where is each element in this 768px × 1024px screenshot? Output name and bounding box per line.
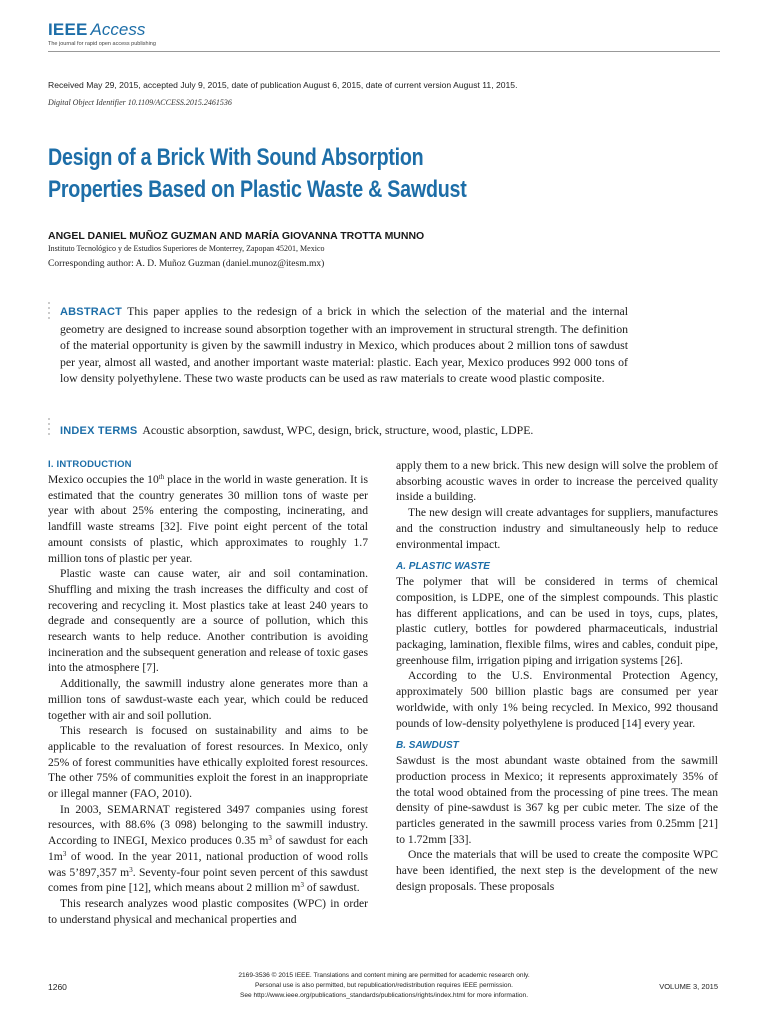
volume-label: VOLUME 3, 2015 <box>659 982 718 991</box>
paragraph: This research analyzes wood plastic composites (WPC) in order to understand physical and mechanical properties and <box>48 896 368 926</box>
section-heading-introduction: I. INTRODUCTION <box>48 459 132 470</box>
received-dates: Received May 29, 2015, accepted July 9, 2015, date of publication August 6, 2015, date of current version August 11, 2015. <box>48 80 518 90</box>
paragraph: Additionally, the sawmill industry alone generates more than a million tons of sawdust-waste each year, which could be reduced together with air and soil pollution. <box>48 677 368 722</box>
paper-title <box>48 142 688 206</box>
body-column-right <box>396 458 718 895</box>
paragraph: According to the U.S. Environmental Protection Agency, approximately 500 billion plastic bags are consumed per year worldwide, with only 1% being recycled. In Mexico, 992 thousand pounds of low-density polyethylene is produced [14] every year. <box>396 669 718 730</box>
logo-tagline: The journal for rapid open access publishing <box>48 41 156 47</box>
abstract-body: This paper applies to the redesign of a brick in which the selection of the material and the internal geometry are designed to increase sound absorption together with an improvement in structural strength. The definition of the material opportunity is given by the sawmill industry in Mexico, which produces about 2 million tons of sawdust per year, almost all wasted, and another important waste material: plastic. Each year, Mexico produces 992 000 tons of low density polyethylene. These two waste products can be used as raw materials to create wood plastic composite. <box>60 304 628 385</box>
paragraph: Plastic waste can cause water, air and soil contamination. Shuffling and mixing the trash increases the difficulty and cost of recovering and recycling it. Most plastics take at least 240 years to degrade and consequently are a source of pollution, which this research wants to help reduce. Another contribution is avoiding incineration and the subsequent generation and release of toxic gases into the atmosphere [7]. <box>48 567 368 675</box>
affiliation: Instituto Tecnológico y de Estudios Superiores de Monterrey, Zapopan 45201, Mexico <box>48 244 325 253</box>
paragraph: apply them to a new brick. This new design will solve the problem of absorbing acoustic waves in order to increase the perceived quality inside a building. <box>396 459 718 504</box>
title-line-1: Design of a Brick With Sound Absorption <box>48 144 424 171</box>
abstract-label: ABSTRACT <box>60 306 123 318</box>
abstract-dots-decoration <box>48 302 52 322</box>
paragraph: The new design will create advantages for suppliers, manufactures and the construction industry and simultaneously help to reduce environmental impact. <box>396 506 718 551</box>
paragraph: In 2003, SEMARNAT registered 3497 companies using forest resources, with 88.6% (3 098) belonging to the sawmill industry. According to INEGI, Mexico produces 0.35 $m^3$ of sawdust for each $1m^3$ of wood. In the year 2011, national production of wood rolls was 5’897,357 $m^3$. Seventy-four point seven percent of this sawdust comes from pine [12], which means about 2 million $m^3$ of sawdust. <box>48 802 368 895</box>
index-terms <box>60 422 660 439</box>
index-terms-dots-decoration <box>48 418 52 438</box>
body-column-left <box>48 458 368 927</box>
section-heading-plastic-waste: A. PLASTIC WASTE <box>396 561 490 573</box>
journal-logo <box>48 20 156 47</box>
page-number: 1260 <box>48 982 67 992</box>
copyright-notice: 2169-3536 © 2015 IEEE. Translations and content mining are permitted for academic research only. Personal use is also permitted, but republication/redistribution requires IEEE permission. See http://www.ieee.org/publications_standards/publications/rights/index.html for more information. <box>238 972 530 999</box>
paragraph: This research is focused on sustainability and aims to be applicable to the revaluation of forest resources. In Mexico, only 25% of forest communities have ethically exploited forest resources. The other 75% of communities exploit the forest in an inappropriate or illegal manner (FAO, 2010). <box>48 724 368 801</box>
doi: Digital Object Identifier 10.1109/ACCESS.2015.2461536 <box>48 98 232 107</box>
paragraph: Mexico occupies the 10th place in the world in waste generation. It is estimated that the country generates 30 million tons of waste per year with about 25% entering the composting, incinerating, and landfill waste streams [32]. Five point eight percent of the total amount consists of plastic, which approximates to roughly 1.7 million tons of plastic per year. <box>48 473 368 565</box>
paragraph: Sawdust is the most abundant waste obtained from the sawmill production process in Mexico; it represents approximately 35% of the total wood obtained from the processing of pine trees. The mean density of pine-sawdust is 367 kg per cubic meter. The size of the particles generated in the sawmill process varies from 0.25mm [21] to 1.72mm [33]. <box>396 754 718 846</box>
header-divider <box>48 51 720 52</box>
section-heading-sawdust: B. SAWDUST <box>396 740 459 752</box>
corresponding-author: Corresponding author: A. D. Muñoz Guzman (daniel.munoz@itesm.mx) <box>48 259 325 269</box>
paragraph: The polymer that will be considered in terms of chemical composition, is LDPE, one of the simplest compounds. This plastic has different applications, and can be used in toys, cups, plates, plastic cutlery, bottles for powdered pharmaceuticals, industrial packaging, lamination, flexible films, wires and cables, conduit pipe, greenhouse film, irrigation piping and irrigation systems [26]. <box>396 575 718 667</box>
index-terms-body: Acoustic absorption, sawdust, WPC, design, brick, structure, wood, plastic, LDPE. <box>142 423 534 437</box>
title-line-2: Properties Based on Plastic Waste & Sawdust <box>48 176 467 203</box>
logo-ieee: IEEE <box>48 20 88 39</box>
abstract <box>60 303 628 387</box>
paragraph: Once the materials that will be used to create the composite WPC have been identified, the next step is the development of the new design proposals. These proposals <box>396 848 718 893</box>
authors: ANGEL DANIEL MUÑOZ GUZMAN AND MARÍA GIOVANNA TROTTA MUNNO <box>48 230 425 242</box>
logo-access: Access <box>90 20 146 39</box>
index-terms-label: INDEX TERMS <box>60 425 138 437</box>
